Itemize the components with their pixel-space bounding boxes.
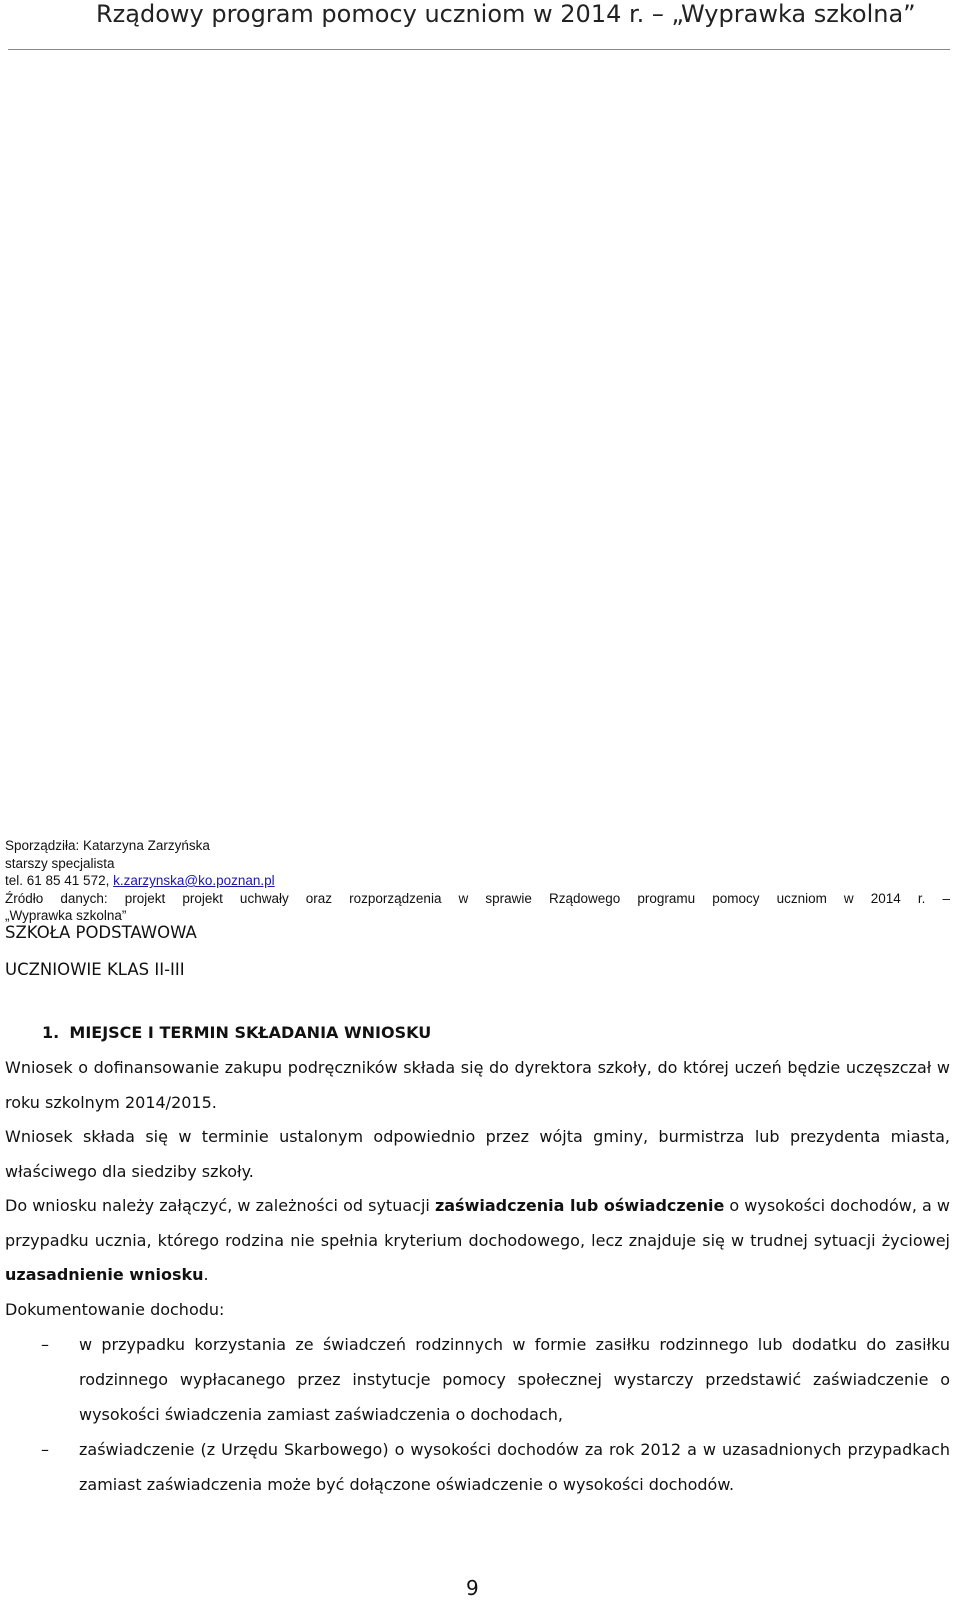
page-number: 9: [466, 1576, 479, 1600]
list-item: [5, 1432, 950, 1502]
section-title: [42, 1023, 950, 1043]
school-heading: SZKOŁA PODSTAWOWA: [5, 923, 197, 942]
income-documents-list: [5, 1327, 950, 1502]
source-line-continued: „Wyprawka szkolna”: [5, 908, 127, 923]
prepared-by: Sporządziła: Katarzyna Zarzyńska: [5, 838, 210, 853]
list-dash: –: [41, 1334, 49, 1354]
attachments-text-1: Do wniosku należy załączyć, w zależności od sytuacji: [5, 1196, 435, 1215]
phone-number: tel. 61 85 41 572,: [5, 873, 110, 888]
document-meta: [5, 837, 950, 925]
paragraph-submission-place: Wniosek o dofinansowanie zakupu podręczników składa się do dyrektora szkoły, do której uczeń będzie uczęszczał w roku szkolnym 2014/2015.: [5, 1058, 950, 1112]
income-documentation-label: Dokumentowanie dochodu:: [5, 1299, 225, 1319]
contact-line: [5, 872, 950, 890]
header-divider: [8, 49, 950, 50]
source-line: Źródło danych: projekt projekt uchwały oraz rozporządzenia w sprawie Rządowego programu pomocy uczniom w 2014 r. –: [5, 890, 950, 906]
author-position: starszy specjalista: [5, 855, 115, 871]
section-application: [5, 1023, 950, 1502]
header-title: Rządowy program pomocy uczniom w 2014 r. – „Wyprawka szkolna”: [96, 0, 916, 28]
list-item-text: w przypadku korzystania ze świadczeń rodzinnych w formie zasiłku rodzinnego lub dodatku do zasiłku rodzinnego wypłacanego przez instytucje pomocy społecznej wystarczy przedstawić zaświadczenie o wysokości świadczenia zamiast zaświadczenia o dochodach,: [79, 1334, 950, 1424]
section-number: 1.: [42, 1023, 60, 1042]
attachments-text-2: o wysokości dochodów, a w przypadku ucznia, którego rodzina nie spełnia kryterium dochodowego, lecz znajduje się w trudnej sytuacji życiowej: [5, 1196, 951, 1250]
attachments-bold-2: uzasadnienie wniosku: [5, 1265, 204, 1284]
running-header: [96, 0, 916, 28]
class-heading: UCZNIOWIE KLAS II-III: [5, 960, 185, 979]
list-dash: –: [41, 1439, 49, 1459]
list-item-text: zaświadczenie (z Urzędu Skarbowego) o wysokości dochodów za rok 2012 a w uzasadnionych przypadkach zamiast zaświadczenia może być dołączone oświadczenie o wysokości dochodów.: [79, 1439, 950, 1494]
list-item: [5, 1327, 950, 1432]
paragraph-submission-deadline: Wniosek składa się w terminie ustalonym odpowiednio przez wójta gminy, burmistrza lub prezydenta miasta, właściwego dla siedziby szkoły.: [5, 1127, 950, 1181]
paragraph-attachments: [5, 1189, 950, 1293]
email-link[interactable]: k.zarzynska@ko.poznan.pl: [113, 873, 275, 888]
attachments-bold-1: zaświadczenia lub oświadczenie: [434, 1196, 725, 1215]
section-title-text: MIEJSCE I TERMIN SKŁADANIA WNIOSKU: [69, 1023, 432, 1042]
attachments-text-3: .: [203, 1265, 209, 1284]
